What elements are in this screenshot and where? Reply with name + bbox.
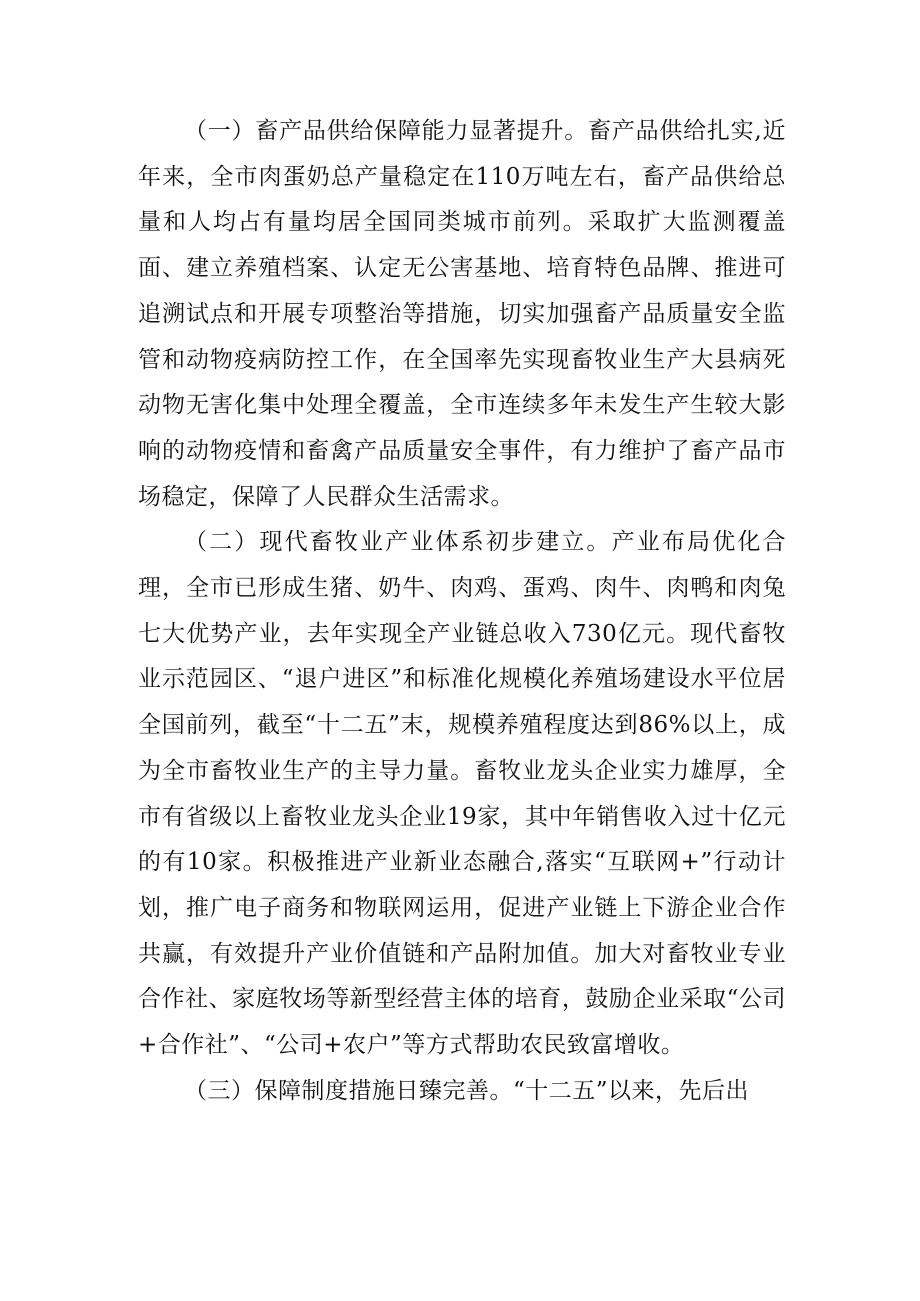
paragraph-policy-measures: （三）保障制度措施日臻完善。“十二五”以来，先后出 [184,1077,750,1104]
paragraph-livestock-supply: （一）畜产品供给保障能力显著提升。畜产品供给扎实,近年来，全市肉蛋奶总产量稳定在110万吨左右，畜产品供给总量和人均占有量均居全国同类城市前列。采取扩大监测覆盖面、建立养殖档案、认定无公害基地、培育特色品牌、推进可追溯试点和开展专项整治等措施，切实加强畜产品质量安全监管和动物疫病防控工作，在全国率先实现畜牧业生产大县病死动物无害化集中处理全覆盖，全市连续多年未发生产生较大影响的动物疫情和畜禽产品质量安全事件，有力维护了畜产品市场稳定，保障了人民群众生活需求。 [138,118,786,510]
paragraph-industry-system: （二）现代畜牧业产业体系初步建立。产业布局优化合理，全市已形成生猪、奶牛、肉鸡、蛋鸡、肉牛、肉鸭和肉兔七大优势产业，去年实现全产业链总收入730亿元。现代畜牧业示范园区、“退户进区”和标准化规模化养殖场建设水平位居全国前列，截至“十二五”末，规模养殖程度达到86%以上，成为全市畜牧业生产的主导力量。畜牧业龙头企业实力雄厚，全市有省级以上畜牧业龙头企业19家，其中年销售收入过十亿元的有10家。积极推进产业新业态融合,落实“互联网+”行动计划，推广电子商务和物联网运用，促进产业链上下游企业合作共赢，有效提升产业价值链和产品附加值。加大对畜牧业专业合作社、家庭牧场等新型经营主体的培育，鼓励企业采取“公司+合作社”、“公司+农户”等方式帮助农民致富增收。 [138,529,786,1059]
document-body [138,109,786,1114]
